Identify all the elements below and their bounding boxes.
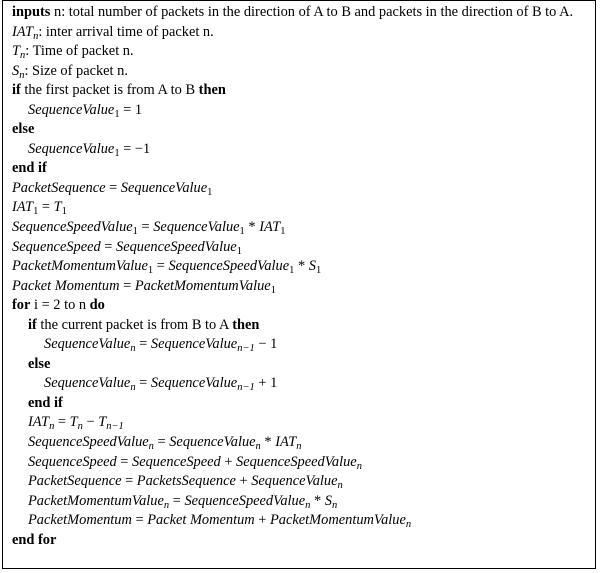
algorithm-line: for i = 2 to n do <box>12 297 105 314</box>
algorithm-line: PacketMomentumValue$_n$ = SequenceSpeedValue$_n$ * $S_n$ <box>28 492 338 511</box>
algorithm-line: SequenceValue$_n$ = SequenceValue$_{n-1}$ − 1 <box>44 336 278 355</box>
algorithm-line: Packet Momentum = PacketMomentumValue$_1$ <box>12 277 276 296</box>
algorithm-line: end if <box>28 394 63 411</box>
algorithm-line: SequenceSpeedValue$_1$ = SequenceValue$_1$ * $IAT_1$ <box>12 219 286 238</box>
algorithm-line: end if <box>12 160 47 177</box>
algorithm-line: else <box>28 355 51 372</box>
algorithm-line: PacketSequence = PacketsSequence + SequenceValue$_n$ <box>28 473 343 492</box>
algorithm-line: SequenceSpeedValue$_n$ = SequenceValue$_n$ * $IAT_n$ <box>28 434 302 453</box>
algorithm-line: SequenceSpeed = SequenceSpeed + SequenceSpeedValue$_n$ <box>28 453 362 472</box>
algorithm-line: if the first packet is from A to B then <box>12 82 226 99</box>
algorithm-line: $IAT_n$: inter arrival time of packet n. <box>12 23 214 42</box>
algorithm-line: $T_n$: Time of packet n. <box>12 43 134 62</box>
algorithm-line: PacketMomentum = Packet Momentum + PacketMomentumValue$_n$ <box>28 512 412 531</box>
algorithm-line: $IAT_n = T_n - T_{n-1}$ <box>28 414 124 433</box>
algorithm-line: SequenceValue$_1$ = −1 <box>28 140 151 159</box>
algorithm-line: PacketMomentumValue$_1$ = SequenceSpeedValue$_1$ * $S_1$ <box>12 258 322 277</box>
algorithm-line: $S_n$: Size of packet n. <box>12 62 128 81</box>
algorithm-line: SequenceValue$_1$ = 1 <box>28 101 143 120</box>
algorithm-line: $IAT_1 = T_1$ <box>12 199 67 218</box>
algorithm-line: SequenceValue$_n$ = SequenceValue$_{n-1}$ + 1 <box>44 375 278 394</box>
algorithm-line: end for <box>12 531 57 548</box>
algorithm-line: if the current packet is from B to A then <box>28 316 260 333</box>
algorithm-line: SequenceSpeed = SequenceSpeedValue$_1$ <box>12 238 242 257</box>
algorithm-line: inputs n: total number of packets in the direction of A to B and packets in the direction of B to A. <box>12 4 574 20</box>
algorithm-box <box>2 0 596 569</box>
algorithm-line: else <box>12 121 35 138</box>
algorithm-line: PacketSequence = SequenceValue$_1$ <box>12 179 213 198</box>
